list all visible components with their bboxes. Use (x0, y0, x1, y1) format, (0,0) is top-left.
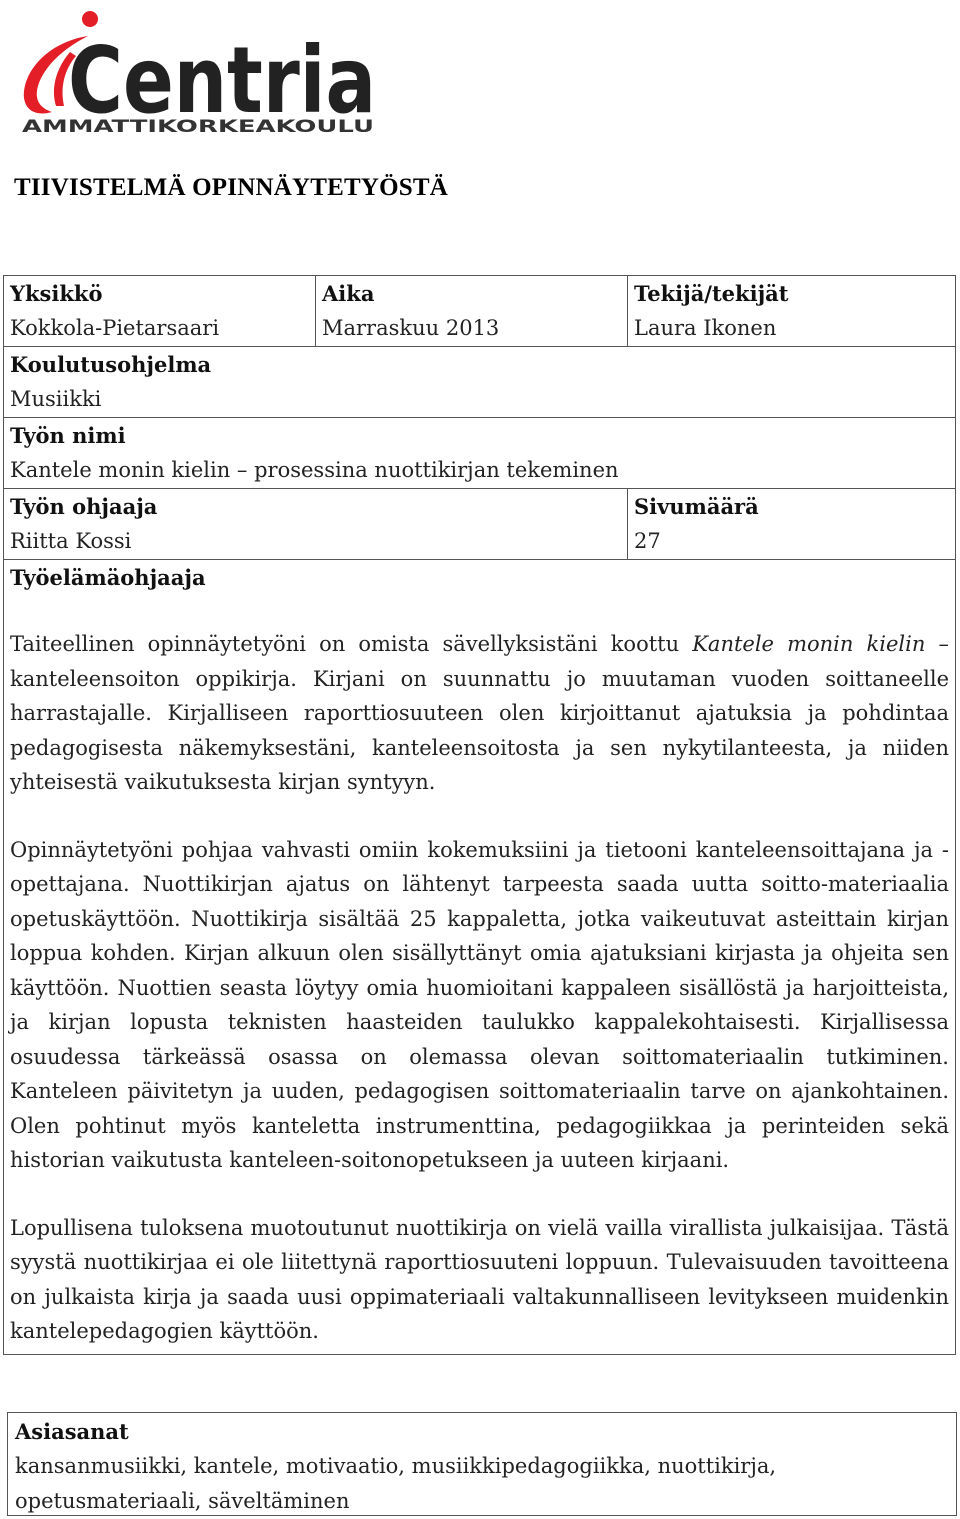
abstract-p1-end: kanteleensoiton oppikirja. Kirjani on suunnattu jo muutaman vuoden soittaneelle harrastajalle. Kirjalliseen raporttiosuuteen olen kirjoittanut ajatuksia ja pohdintaa pedagogisesta näkemyksestäni, kanteleensoitosta ja sen nykytilanteesta, ja niiden yhteisestä vaikutuksesta kirjan syntyyn. (10, 666, 949, 794)
cell-pages (628, 489, 956, 560)
logo-wordmark: Centria (68, 27, 376, 134)
program-label: Koulutusohjelma (10, 352, 212, 377)
row-unit-time-author (4, 276, 956, 347)
logo-dot (82, 11, 98, 27)
pages-value: 27 (634, 529, 661, 553)
cell-supervisor (4, 489, 628, 560)
cell-time (316, 276, 628, 347)
row-program (4, 347, 956, 418)
unit-label: Yksikkö (10, 281, 103, 306)
abstract-paragraph-1 (10, 627, 949, 800)
author-label: Tekijä/tekijät (634, 281, 789, 306)
row-work-name (4, 418, 956, 489)
keywords-box (7, 1412, 957, 1516)
cell-work-name (4, 418, 956, 489)
keywords-value: kansanmusiikki, kantele, motivaatio, musiikkipedagogiikka, nuottikirja, opetusmateriaali, säveltäminen (15, 1454, 777, 1513)
time-value: Marraskuu 2013 (322, 316, 500, 340)
unit-value: Kokkola-Pietarsaari (10, 316, 220, 340)
time-label: Aika (322, 281, 375, 306)
centria-logo (18, 8, 380, 136)
row-abstract (4, 560, 956, 1355)
author-value: Laura Ikonen (634, 316, 777, 340)
work-name-value: Kantele monin kielin – prosessina nuottikirjan tekeminen (10, 458, 619, 482)
abstract-paragraph-3: Lopullisena tuloksena muotoutunut nuottikirja on vielä vailla virallista julkaisijaa. Tästä syystä nuottikirjaa ei ole liitettynä raporttiosuuteni loppuun. Tulevaisuuden tavoitteena on julkaista kirja ja saada uusi oppimateriaali valtakunnalliseen levitykseen muidenkin kantelepedagogien käyttöön. (10, 1215, 949, 1343)
abstract-cell (4, 560, 956, 1355)
document-title: TIIVISTELMÄ OPINNÄYTETYÖSTÄ (14, 174, 448, 201)
abstract-paragraph-2: Opinnäytetyöni pohjaa vahvasti omiin kokemuksiini ja tietooni kanteleensoittajana ja -opettajana. Nuottikirjan ajatus on lähtenyt tarpeesta saada uutta soitto-materiaalia opetuskäyttöön. Nuottikirja sisältää 25 kappaletta, jotka vaikeutuvat asteittain kirjan loppua kohden. Kirjan alkuun olen sisällyttänyt omia ajatuksiani kirjasta ja ohjeita sen käyttöön. Nuottien seasta löytyy omia huomioitani kappaleen sisällöstä ja harjoitteista, ja kirjan lopusta teknisten haasteiden taulukko kappalekohtaisesti. Kirjallisessa osuudessa tärkeässä osassa on olemassa olevan soittomateriaalin tutkiminen. Kanteleen päivitetyn ja uuden, pedagogisen soittomateriaalin tarve on ajankohtainen. Olen pohtinut myös kanteletta instrumenttina, pedagogiikkaa ja perinteiden sekä historian vaikutusta kanteleen-soitonopetukseen ja uuteen kirjaani. (10, 837, 949, 1172)
cell-author (628, 276, 956, 347)
info-table (3, 275, 956, 1355)
cell-program (4, 347, 956, 418)
keywords-label: Asiasanat (15, 1419, 129, 1444)
supervisor-value: Riitta Kossi (10, 529, 132, 553)
logo-tagline: AMMATTIKORKEAKOULU (22, 117, 374, 136)
supervisor-label: Työn ohjaaja (10, 494, 158, 519)
work-supervisor-label: Työelämäohjaaja (10, 565, 206, 590)
work-name-label: Työn nimi (10, 423, 126, 448)
book-title-italic: Kantele monin kielin – (692, 632, 949, 656)
row-supervisor-pages (4, 489, 956, 560)
abstract-p1-start: Taiteellinen opinnäytetyöni on omista sävellyksistäni koottu (10, 632, 693, 656)
pages-label: Sivumäärä (634, 494, 759, 519)
cell-unit (4, 276, 316, 347)
program-value: Musiikki (10, 387, 102, 411)
